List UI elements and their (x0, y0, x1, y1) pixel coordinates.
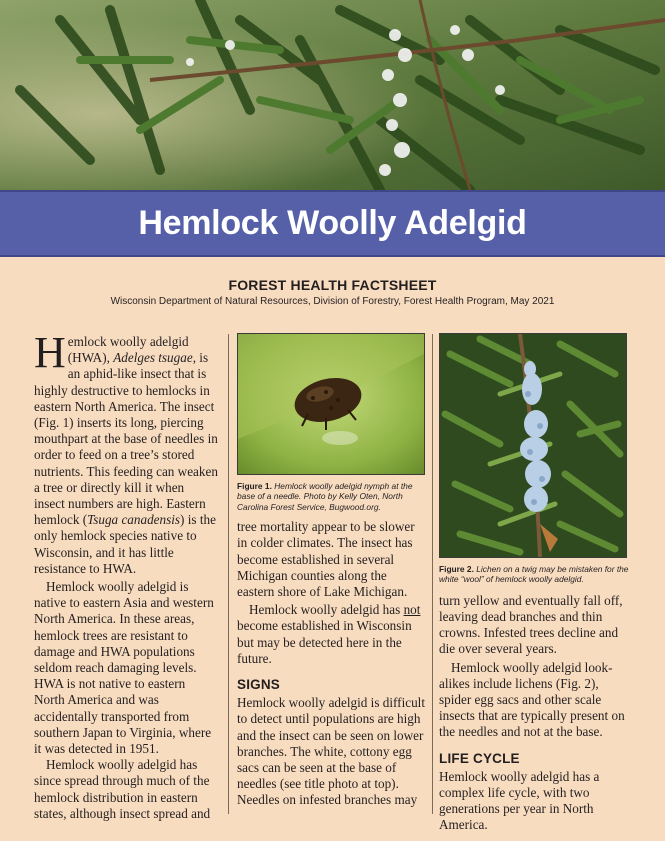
emphasis-not: not (403, 602, 421, 618)
figure-1-caption (237, 481, 427, 512)
body-paragraph: Hemlock woolly adelgid has since spread through much of the hemlock distribution in eastern states, although insect spread and (34, 757, 211, 821)
intro-paragraph (34, 328, 218, 577)
text-run: emlock woolly adelgid (HWA), (67, 334, 189, 366)
text-run: become established in Wisconsin but may be detected here in the future. (237, 618, 412, 666)
body-paragraph: tree mortality appear to be slower in colder climates. The insect has become established in several Michigan counties along the eastern shore of Lake Michigan. (237, 519, 415, 600)
column-3 (439, 333, 631, 834)
species-name: Tsuga canadensis (87, 512, 181, 528)
body-paragraph (237, 602, 427, 667)
body-paragraph: Hemlock woolly adelgid has a complex life cycle, with two generations per year in North America. (439, 768, 600, 833)
caption-text: Lichen on a twig may be mistaken for the white “wool” of hemlock woolly adelgid. (439, 564, 629, 585)
text-run: ) is the only hemlock species native to Wisconsin, and it has little resistance to HWA. (34, 512, 216, 576)
title-photo (0, 0, 665, 190)
title-band (0, 190, 665, 257)
figure-label: Figure 1. (237, 481, 272, 491)
drop-cap: H (34, 328, 66, 377)
figure-1-photo (237, 333, 425, 475)
text-run: , is an aphid-like insect that is highly destructive to hemlocks in eastern North America. The insect (Fig. 1) inserts its long, piercing mouthpart at the base of needles in order to feed on a tree’s stored nutrients. This feeding can weaken a tree or directly kill it when insect numbers are high. Eastern hemlock ( (34, 350, 218, 528)
signs-heading: SIGNS (237, 677, 281, 693)
body-paragraph: Hemlock woolly adelgid is native to eastern Asia and western North America. In these areas, hemlock trees are resistant to damage and HWA populations seldom reach damaging levels. HWA is not native to eastern North America and was accidentally transported from southern Japan to Virginia, where it was detected in 1951. (34, 579, 214, 757)
life-cycle-heading: LIFE CYCLE (439, 750, 520, 766)
factsheet-subtitle: FOREST HEALTH FACTSHEET (228, 277, 437, 293)
figure-2-caption (439, 564, 631, 585)
text-run: Hemlock woolly adelgid has (249, 602, 404, 618)
caption-text: Hemlock woolly adelgid nymph at the base of a needle. Photo by Kelly Oten, North Carolina Forest Service, Bugwood.org. (237, 481, 413, 512)
column-divider (228, 334, 229, 814)
column-2 (237, 333, 427, 809)
figure-2-photo (439, 333, 627, 558)
column-1 (34, 328, 218, 822)
species-name: Adelges tsugae (113, 350, 193, 366)
body-paragraph: turn yellow and eventually fall off, leaving dead branches and thin crowns. Infested trees decline and die over several years. (439, 592, 623, 657)
column-divider (432, 334, 433, 814)
page-title: Hemlock Woolly Adelgid (138, 204, 527, 242)
body-paragraph: Hemlock woolly adelgid look-alikes include lichens (Fig. 2), spider egg sacs and other scale insects that are typically present on the needles and not at the base. (439, 659, 625, 740)
byline: Wisconsin Department of Natural Resources, Division of Forestry, Forest Health Program, May 2021 (110, 296, 555, 307)
figure-label: Figure 2. (439, 564, 474, 574)
body-paragraph: Hemlock woolly adelgid is difficult to detect until populations are high and the insect can be seen on lower branches. The white, cottony egg sacs can be seen at the base of needles (see title photo at top). Needles on infested branches may (237, 695, 426, 808)
